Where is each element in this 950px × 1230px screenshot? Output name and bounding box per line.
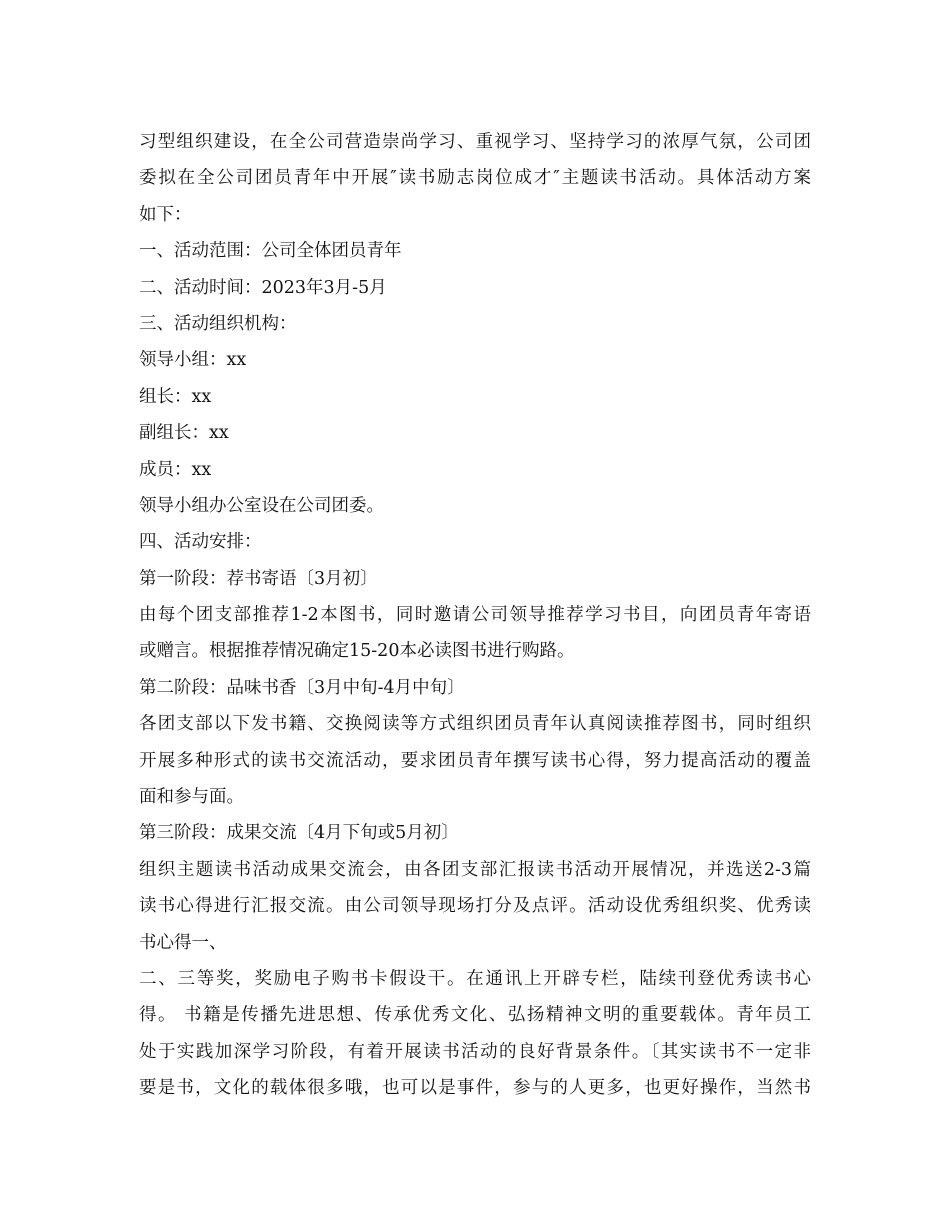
text-line: 二、活动时间：2023年3月-5月: [139, 277, 387, 298]
text-line: 书心得一、: [139, 932, 227, 953]
text-line: 各团支部以下发书籍、交换阅读等方式组织团员青年认真阅读推荐图书，同时组织: [139, 714, 811, 735]
text-line: 一、活动范围：公司全体团员青年: [139, 241, 402, 262]
text-line: 四、活动安排：: [139, 532, 262, 553]
text-line: 成员：xx: [139, 459, 212, 480]
text-line: 领导小组办公室设在公司团委。: [139, 495, 384, 516]
text-line: 习型组织建设，在全公司营造崇尚学习、重视学习、坚持学习的浓厚气氛，公司团: [139, 132, 811, 152]
text-line: 或赠言。根据推荐情况确定15-20本必读图书进行购路。: [139, 641, 575, 662]
text-line: 组长：xx: [139, 386, 212, 407]
text-line: 副组长：xx: [139, 423, 229, 444]
text-line: 第二阶段：品味书香〔3月中旬-4月中旬〕: [139, 677, 465, 698]
text-line: 由每个团支部推荐1-2本图书，同时邀请公司领导推荐学习书目，向团员青年寄语: [139, 605, 811, 626]
document-body: [139, 124, 811, 1107]
text-line: 得。 书籍是传播先进思想、传承优秀文化、弘扬精神文明的重要载体。青年员工: [139, 1005, 811, 1026]
text-line: 面和参与面。: [139, 787, 244, 808]
text-line: 处于实践加深学习阶段，有着开展读书活动的良好背景条件。〔其实读书不一定非: [139, 1041, 811, 1062]
text-line: 第三阶段：成果交流〔4月下旬或5月初〕: [139, 823, 459, 844]
text-line: 读书心得进行汇报交流。由公司领导现场打分及点评。活动设优秀组织奖、优秀读: [139, 896, 811, 917]
text-line: 二、三等奖，奖励电子购书卡假设干。在通讯上开辟专栏，陆续刊登优秀读书心: [139, 968, 811, 989]
text-line: 委拟在全公司团员青年中开展″读书励志岗位成才″主题读书活动。具体活动方案: [139, 168, 811, 189]
text-line: 领导小组：xx: [139, 350, 247, 371]
text-line: 开展多种形式的读书交流活动，要求团员青年撰写读书心得，努力提高活动的覆盖: [139, 750, 811, 771]
text-line: 如下：: [139, 204, 192, 225]
text-line: 组织主题读书活动成果交流会，由各团支部汇报读书活动开展情况，并选送2-3篇: [139, 859, 811, 880]
text-line: 要是书，文化的载体很多哦，也可以是事件，参与的人更多，也更好操作，当然书: [139, 1078, 811, 1099]
text-line: 第一阶段：荐书寄语〔3月初〕: [139, 568, 378, 589]
text-line: 三、活动组织机构：: [139, 313, 297, 334]
